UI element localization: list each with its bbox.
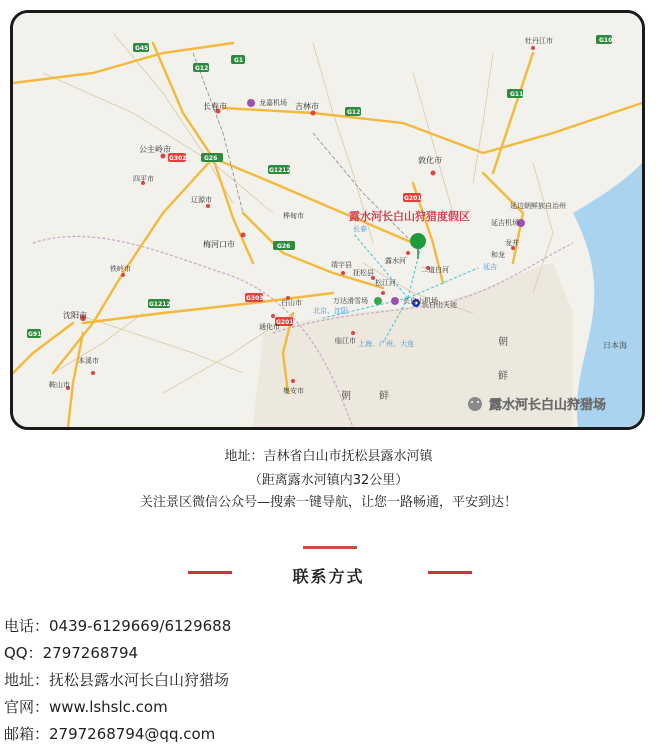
wechat-hint: 关注景区微信公众号—搜索一键导航，让您一路畅通，平安到达！	[139, 495, 517, 510]
contact-address: 地址：抚松县露水河长白山狩猎场	[4, 671, 230, 689]
svg-text:靖宇县: 靖宇县	[331, 261, 352, 269]
svg-text:四平市: 四平市	[133, 175, 154, 183]
airport-icon	[391, 297, 399, 305]
svg-text:G12: G12	[347, 109, 361, 116]
address-line: 地址：吉林省白山市抚松县露水河镇	[224, 449, 433, 464]
svg-text:二道白河: 二道白河	[421, 266, 449, 274]
location-map	[10, 10, 645, 430]
svg-text:梅河口市: 梅河口市	[203, 240, 235, 249]
svg-text:G302: G302	[169, 155, 187, 162]
svg-text:G1212: G1212	[149, 301, 171, 308]
divider	[303, 546, 357, 549]
svg-text:铁岭市: 铁岭市	[110, 265, 131, 273]
svg-text:延吉: 延吉	[483, 263, 497, 271]
map-svg	[13, 13, 642, 427]
svg-text:北京、沈阳: 北京、沈阳	[313, 307, 348, 315]
svg-text:长白山机场: 长白山机场	[403, 297, 438, 305]
svg-text:辽源市: 辽源市	[191, 196, 212, 204]
svg-text:龙嘉机场: 龙嘉机场	[259, 99, 287, 107]
resort-marker-icon	[410, 233, 426, 249]
svg-text:白山市: 白山市	[281, 299, 302, 307]
svg-text:沈阳市: 沈阳市	[63, 311, 87, 320]
svg-text:G1212: G1212	[269, 167, 291, 174]
watermark	[468, 397, 606, 413]
svg-text:G45: G45	[135, 45, 149, 52]
svg-text:G1: G1	[234, 57, 244, 64]
svg-text:本溪市: 本溪市	[78, 357, 99, 365]
airport-icon	[247, 99, 255, 107]
svg-text:G91: G91	[28, 331, 42, 338]
distance-note: （距离露水河镇内32公里）	[248, 473, 409, 488]
contact-title: 联系方式	[292, 567, 365, 586]
svg-text:G26: G26	[277, 243, 291, 250]
svg-text:公主岭市: 公主岭市	[139, 145, 171, 154]
contact-email[interactable]: 邮箱：2797268794@qq.com	[4, 725, 216, 743]
svg-text:牡丹江市: 牡丹江市	[525, 37, 553, 45]
svg-text:朝: 朝	[498, 337, 508, 348]
svg-text:和龙: 和龙	[491, 251, 505, 259]
svg-text:通化市: 通化市	[259, 323, 280, 331]
svg-text:日本海: 日本海	[603, 341, 627, 350]
resort-label: 露水河长白山狩猎度假区	[349, 210, 470, 223]
svg-text:延吉机场: 延吉机场	[491, 219, 519, 227]
svg-text:长春: 长春	[353, 225, 367, 233]
svg-text:G26: G26	[204, 155, 218, 162]
svg-text:G12: G12	[195, 65, 209, 72]
svg-text:露水河: 露水河	[385, 257, 406, 265]
svg-text:露水河长白山狩猎场: 露水河长白山狩猎场	[489, 398, 607, 413]
contact-qq: QQ：2797268794	[4, 644, 139, 662]
svg-text:G201: G201	[276, 319, 294, 326]
svg-text:临江市: 临江市	[335, 337, 356, 345]
svg-text:G201: G201	[404, 195, 422, 202]
svg-text:龙井: 龙井	[505, 239, 519, 247]
svg-text:集安市: 集安市	[283, 387, 304, 395]
svg-text:鲜: 鲜	[498, 371, 508, 382]
svg-text:鞍山市: 鞍山市	[49, 381, 70, 389]
svg-text:抚松县: 抚松县	[353, 269, 374, 277]
svg-text:桦甸市: 桦甸市	[283, 212, 304, 220]
wechat-icon	[468, 397, 482, 411]
svg-text:长白山天池: 长白山天池	[422, 301, 457, 309]
svg-text:鲜: 鲜	[379, 391, 389, 402]
contact-phone: 电话：0439-6129669/6129688	[4, 617, 232, 635]
svg-text:敦化市: 敦化市	[418, 156, 442, 165]
svg-text:万达滑雪场: 万达滑雪场	[333, 297, 368, 305]
svg-text:上海、广州、大连: 上海、广州、大连	[358, 340, 414, 348]
svg-text:长春市: 长春市	[203, 102, 227, 111]
svg-text:延边朝鲜族自治州: 延边朝鲜族自治州	[510, 202, 566, 210]
svg-text:G11: G11	[510, 91, 524, 98]
contact-website[interactable]: 官网：www.lshslc.com	[4, 698, 168, 716]
svg-text:G10: G10	[599, 37, 613, 44]
svg-text:松江河: 松江河	[375, 279, 396, 287]
svg-text:G303: G303	[246, 295, 264, 302]
ski-resort-icon	[374, 297, 382, 305]
svg-text:吉林市: 吉林市	[295, 102, 319, 111]
svg-text:朝: 朝	[341, 391, 351, 402]
